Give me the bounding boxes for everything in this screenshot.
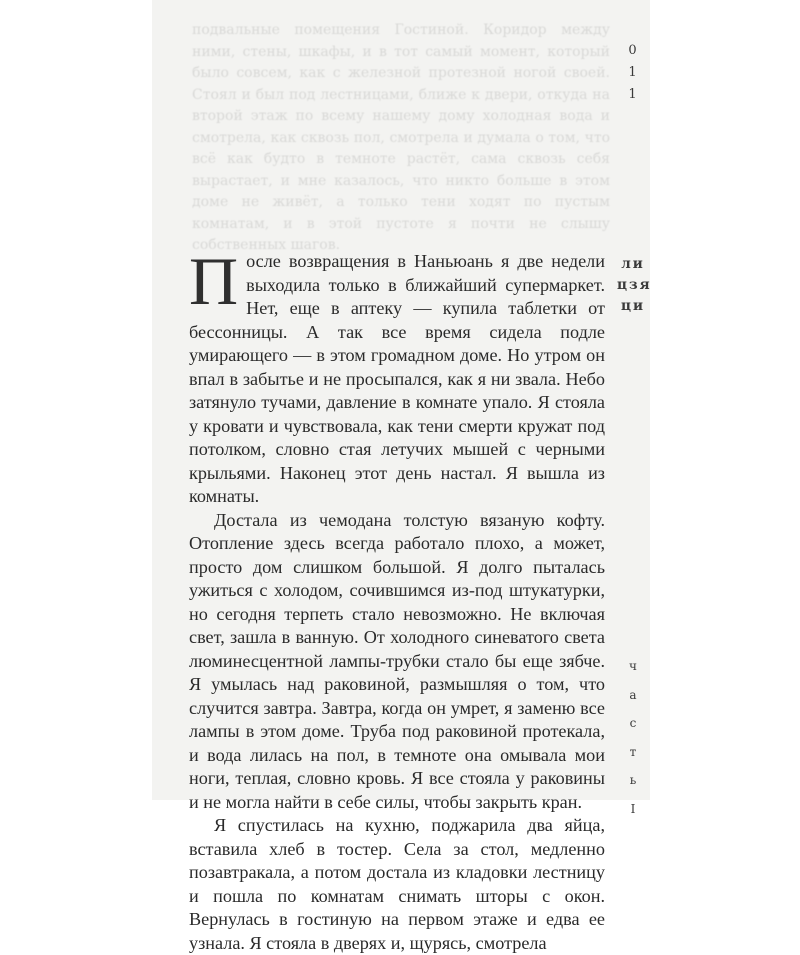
chapter-label-line: ли: [621, 256, 645, 272]
chapter-label-line: ци: [621, 298, 645, 314]
drop-cap: П: [189, 243, 239, 319]
part-label-letter: с: [629, 716, 637, 731]
part-running-head: [617, 652, 649, 824]
chapter-label-line: цзя: [617, 277, 652, 293]
part-label-letter: ь: [629, 773, 637, 788]
chapter-running-head: [617, 254, 652, 317]
part-label-letter: ч: [629, 659, 637, 673]
bleed-through-paragraph: подвальные помещения Гостиной. Коридор между ними, стены, шкафы, и в тот самый момент, который было совсем, как с железной протезной ногой своей. Стоял и был под лестницами, ближе к двери, откуда на второй этаж по всему нашему дому холодная вода и смотрела, как сквозь пол, смотрела и думала о том, что всё как будто в темноте растёт, сама сквозь себя вырастает, и мне казалось, что никто больше в этом доме не живёт, а только тени ходят по пустым комнатам, и в этой пустоте я почти не слышу собственных шагов.: [192, 22, 610, 253]
part-label-letter: а: [629, 687, 637, 702]
page-number-digit: 1: [628, 65, 638, 80]
bleed-through-text: [192, 20, 610, 260]
body-text: [189, 243, 605, 955]
paragraph: Достала из чемодана толстую вязаную кофту. Отопление здесь всегда работало плохо, а может, просто дом слишком большой. Я долго пыталась ужиться с холодом, сочившимся из-под штукатурки, но сегодня терпеть стало невозможно. Не включая свет, зашла в ванную. От холодного синеватого света люминесцентной лампы-трубки стало бы еще зябче. Я умылась над раковиной, размышляя о том, что случится завтра. Завтра, когда он умрет, я заменю все лампы в этом доме. Труба под раковиной протекала, и вода лилась на пол, в темноте она омывала мои ноги, теплая, словно кровь. Я все стояла у раковины и не могла найти в себе силы, чтобы закрыть кран.: [189, 509, 605, 812]
paragraph: [189, 243, 605, 509]
part-label-letter: т: [629, 744, 637, 759]
paragraph: Я спустилась на кухню, поджарила два яйца, вставила хлеб в тостер. Села за стол, медленно позавтракала, а потом достала из кладовки лестницу и пошла по комнатам снимать шторы с окон. Вернулась в гостиную на первом этаже и едва ее узнала. Я стояла в дверях и, щурясь, смотрела: [189, 815, 605, 953]
page-number: [617, 40, 649, 106]
page-number-digit: 0: [628, 43, 638, 58]
part-label-letter: I: [630, 801, 636, 816]
page-number-digit: 1: [628, 87, 638, 102]
paragraph-text: осле возвращения в Наньюань я две недели выходила только в ближайший супермаркет. Нет, еще в аптеку — купила таблетки от бессонницы. А так все время сидела подле умирающего — в этом громадном доме. Но утром он впал в забытье и не просыпался, как я ни звала. Небо затянуло тучами, давление в комнате упало. Я стояла у кровати и чувствовала, как тени смерти кружат под потолком, словно стая летучих мышей с черными крыльями. Наконец этот день настал. Я вышла из комнаты.: [189, 251, 605, 506]
